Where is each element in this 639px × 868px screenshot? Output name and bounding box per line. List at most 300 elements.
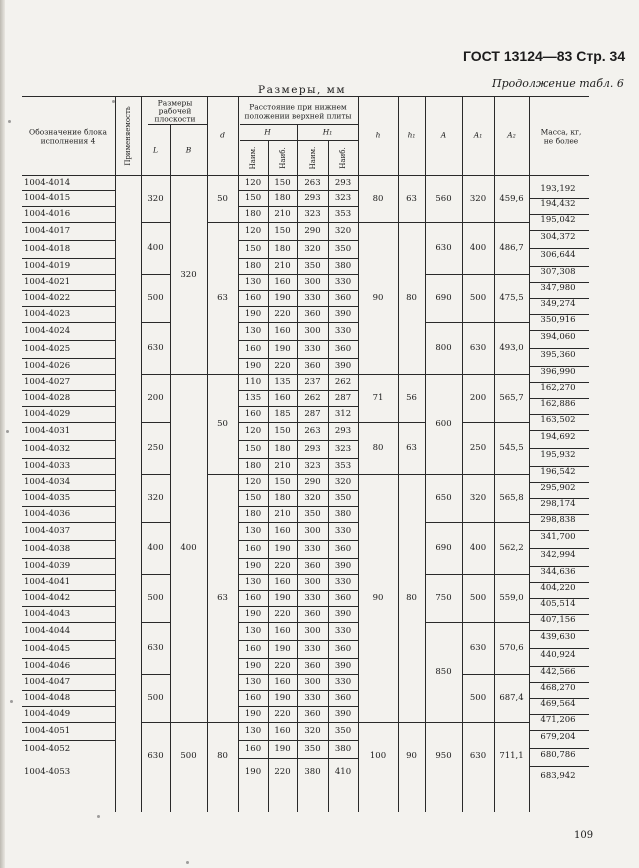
- cell-B-rule: [170, 374, 207, 375]
- cell-A2: 486,7: [499, 243, 524, 253]
- scan-speck: [10, 700, 13, 703]
- row-designation: 1004-4019: [24, 261, 71, 271]
- mass-rule: [529, 530, 589, 531]
- cell-h1-max: 390: [334, 561, 352, 571]
- cell-h1-max: 350: [334, 726, 352, 736]
- col-divider-h1: [398, 96, 399, 812]
- cell-h-min: 160: [244, 644, 262, 654]
- cell-A2-rule: [494, 522, 529, 523]
- working-surface-rule: [148, 124, 208, 125]
- cell-h-max: 160: [274, 626, 291, 636]
- designation-rule: [22, 622, 115, 623]
- row-rule: [238, 740, 358, 741]
- cell-h-min: 130: [244, 577, 262, 587]
- cell-h1-max: 350: [334, 244, 352, 254]
- cell-A-rule: [425, 574, 462, 575]
- cell-A2: 711,1: [499, 751, 524, 761]
- cell-L-rule: [141, 374, 170, 375]
- cell-h1: 56: [406, 393, 417, 403]
- cell-h1-max: 350: [334, 493, 352, 503]
- row-rule: [238, 290, 358, 291]
- designation-rule: [22, 422, 115, 423]
- cell-h1-min: 293: [304, 193, 321, 203]
- cell-h-min: 130: [244, 526, 262, 536]
- cell-h1-max: 360: [334, 293, 352, 303]
- row-rule: [238, 440, 358, 441]
- row-rule: [238, 674, 358, 675]
- row-rule: [238, 722, 358, 723]
- header-applicability: Применяемость: [124, 106, 132, 166]
- row-designation: 1004-4029: [24, 409, 71, 419]
- designation-rule: [22, 606, 115, 607]
- cell-h-max: 160: [274, 677, 291, 687]
- cell-mass: 196,542: [540, 467, 576, 477]
- cell-A: 600: [435, 419, 452, 429]
- cell-h1-max: 320: [334, 226, 352, 236]
- row-designation: 1004-4027: [24, 377, 71, 387]
- cell-h1-max: 323: [334, 193, 352, 203]
- cell-mass: 163,502: [540, 415, 576, 425]
- cell-h1-min: 360: [304, 361, 321, 371]
- row-designation: 1004-4034: [24, 477, 71, 487]
- designation-rule: [22, 740, 115, 741]
- scan-speck: [6, 430, 9, 433]
- cell-d: 63: [217, 293, 228, 303]
- cell-h-min: 130: [244, 277, 262, 287]
- cell-h-min: 150: [244, 244, 262, 254]
- cell-L-rule: [141, 622, 170, 623]
- cell-h1-max: 330: [334, 577, 352, 587]
- cell-mass: 341,700: [540, 532, 576, 542]
- mass-rule: [529, 514, 589, 515]
- designation-rule: [22, 240, 115, 241]
- scan-speck: [8, 120, 11, 123]
- cell-h-min: 180: [244, 261, 262, 271]
- row-designation: 1004-4053: [24, 767, 71, 777]
- mass-rule: [529, 230, 589, 231]
- mass-rule: [529, 348, 589, 349]
- cell-A: 690: [435, 543, 452, 553]
- mass-rule: [529, 266, 589, 267]
- cell-d: 63: [217, 593, 228, 603]
- cell-A-rule: [425, 722, 462, 723]
- cell-L: 400: [147, 243, 164, 253]
- cell-h-max: 150: [274, 477, 291, 487]
- cell-h1-max: 323: [334, 444, 352, 454]
- header-working-surface-2: рабочей: [158, 106, 192, 116]
- header-A1: A₁: [473, 130, 483, 140]
- designation-rule: [22, 522, 115, 523]
- row-rule: [238, 406, 358, 407]
- cell-h-max: 220: [274, 709, 291, 719]
- row-designation: 1004-4016: [24, 209, 71, 219]
- cell-A1: 400: [469, 243, 487, 253]
- cell-A1: 200: [469, 393, 487, 403]
- designation-rule: [22, 440, 115, 441]
- cell-A2: 475,5: [499, 293, 524, 303]
- header-designation: Обозначение блока: [29, 127, 107, 137]
- cell-A2-rule: [494, 222, 529, 223]
- cell-A1-rule: [462, 574, 494, 575]
- row-rule: [238, 390, 358, 391]
- cell-L: 320: [147, 493, 164, 503]
- cell-h-min: 190: [244, 709, 262, 719]
- cell-h1-max: 293: [334, 426, 352, 436]
- cell-h-max: 160: [274, 577, 291, 587]
- designation-rule: [22, 658, 115, 659]
- cell-A: 690: [435, 293, 452, 303]
- designation-rule: [22, 590, 115, 591]
- cell-A1-rule: [462, 674, 494, 675]
- row-designation: 1004-4051: [24, 726, 71, 736]
- cell-A: 650: [435, 493, 452, 503]
- cell-B: 500: [180, 751, 197, 761]
- row-rule: [238, 706, 358, 707]
- cell-mass: 349,274: [540, 299, 576, 309]
- cell-h1-min: 330: [304, 344, 321, 354]
- cell-h1-min: 237: [304, 377, 321, 387]
- row-designation: 1004-4033: [24, 461, 71, 471]
- cell-A: 560: [435, 193, 452, 204]
- cell-h1-min: 350: [304, 744, 321, 754]
- row-designation: 1004-4052: [24, 744, 71, 754]
- cell-h1-max: 360: [334, 644, 352, 654]
- col-divider-H1min: [297, 124, 298, 812]
- cell-A1: 250: [469, 443, 487, 453]
- cell-A2: 565,8: [499, 493, 524, 503]
- cell-h1-max: 390: [334, 309, 352, 319]
- row-designation: 1004-4035: [24, 493, 71, 503]
- cell-h-min: 190: [244, 561, 262, 571]
- designation-rule: [22, 474, 115, 475]
- row-rule: [238, 490, 358, 491]
- mass-rule: [529, 666, 589, 667]
- distance-rule: [240, 124, 358, 125]
- cell-L: 320: [147, 193, 164, 204]
- cell-d: 80: [217, 751, 228, 761]
- cell-mass: 350,916: [540, 315, 576, 325]
- cell-h-min: 190: [244, 661, 262, 671]
- header-L: L: [153, 145, 158, 155]
- designation-rule: [22, 274, 115, 275]
- mass-rule: [529, 282, 589, 283]
- cell-h1-min: 290: [304, 226, 321, 236]
- sizes-heading: Размеры, мм: [258, 84, 347, 96]
- cell-A2: 687,4: [499, 693, 524, 703]
- row-designation: 1004-4037: [24, 526, 71, 536]
- cell-A2: 459,6: [499, 193, 524, 204]
- cell-h-min: 135: [244, 393, 262, 403]
- col-divider-B: [170, 124, 171, 812]
- cell-L: 630: [147, 643, 164, 653]
- cell-h-max: 160: [274, 393, 291, 403]
- header-distance: Расстояние при нижнем: [249, 102, 347, 112]
- cell-B: 400: [180, 543, 197, 553]
- row-rule: [238, 190, 358, 191]
- cell-mass: 679,204: [540, 732, 576, 742]
- cell-h1-rule: [398, 222, 425, 223]
- row-designation: 1004-4038: [24, 544, 71, 554]
- designation-rule: [22, 458, 115, 459]
- cell-mass: 683,942: [540, 771, 576, 781]
- cell-h-min: 150: [244, 193, 262, 203]
- cell-L: 630: [147, 343, 164, 353]
- designation-rule: [22, 340, 115, 341]
- row-designation: 1004-4043: [24, 609, 71, 619]
- cell-h-min: 120: [244, 426, 262, 436]
- col-divider-A: [425, 96, 426, 812]
- mass-rule: [529, 482, 589, 483]
- cell-A1-rule: [462, 274, 494, 275]
- cell-A: 750: [435, 593, 452, 603]
- cell-h1-rule: [398, 722, 425, 723]
- cell-mass: 342,994: [540, 550, 576, 560]
- cell-h1-rule: [398, 422, 425, 423]
- cell-h1-min: 300: [304, 626, 321, 636]
- cell-h1: 80: [406, 293, 417, 303]
- cell-h-rule: [358, 222, 398, 223]
- cell-h-min: 130: [244, 626, 262, 636]
- mass-rule: [529, 498, 589, 499]
- row-rule: [238, 258, 358, 259]
- cell-A: 850: [435, 667, 452, 677]
- row-designation: 1004-4042: [24, 593, 71, 603]
- col-divider-appl: [115, 96, 116, 812]
- cell-h-min: 180: [244, 509, 262, 519]
- cell-mass: 304,372: [540, 232, 576, 242]
- row-designation: 1004-4018: [24, 244, 71, 254]
- cell-A2: 545,5: [499, 443, 524, 453]
- row-rule: [238, 240, 358, 241]
- header-d: d: [220, 130, 225, 140]
- cell-h1-min: 330: [304, 644, 321, 654]
- cell-mass: 405,514: [540, 599, 576, 609]
- col-divider-h: [358, 96, 359, 812]
- mass-rule: [529, 698, 589, 699]
- row-rule: [238, 558, 358, 559]
- cell-h1: 90: [406, 751, 417, 761]
- mass-rule: [529, 648, 589, 649]
- col-divider-mass: [529, 96, 530, 812]
- row-designation: 1004-4032: [24, 444, 71, 454]
- row-rule: [238, 274, 358, 275]
- cell-h1-min: 287: [304, 409, 321, 419]
- row-designation: 1004-4036: [24, 509, 71, 519]
- cell-h1-min: 323: [304, 209, 321, 219]
- row-designation: 1004-4047: [24, 677, 71, 687]
- cell-L-rule: [141, 222, 170, 223]
- cell-mass: 396,990: [540, 367, 576, 377]
- designation-rule: [22, 558, 115, 559]
- cell-d-rule: [207, 374, 238, 375]
- cell-h1-max: 390: [334, 609, 352, 619]
- row-designation: 1004-4024: [24, 326, 71, 336]
- header-A: A: [440, 130, 447, 140]
- cell-h1-max: 320: [334, 477, 352, 487]
- cell-h-rule: [358, 722, 398, 723]
- cell-mass: 344,636: [540, 567, 576, 577]
- cell-A2-rule: [494, 374, 529, 375]
- cell-h-max: 190: [274, 544, 291, 554]
- cell-h-max: 150: [274, 177, 291, 188]
- cell-h1-max: 390: [334, 709, 352, 719]
- mass-rule: [529, 614, 589, 615]
- cell-h-max: 210: [274, 209, 291, 219]
- cell-h1-max: 330: [334, 526, 352, 536]
- cell-h1-max: 330: [334, 626, 352, 636]
- cell-L-rule: [141, 474, 170, 475]
- cell-A-rule: [425, 622, 462, 623]
- cell-A2-rule: [494, 322, 529, 323]
- header-working-surface-3: плоскости: [154, 114, 196, 124]
- cell-h-max: 220: [274, 609, 291, 619]
- mass-rule: [529, 330, 589, 331]
- cell-h-max: 180: [274, 244, 291, 254]
- cell-h1-max: 410: [334, 767, 352, 777]
- mass-rule: [529, 748, 589, 749]
- cell-h1-min: 360: [304, 309, 321, 319]
- mass-rule: [529, 566, 589, 567]
- cell-A1-rule: [462, 722, 494, 723]
- cell-h-min: 120: [244, 226, 262, 236]
- cell-A2-rule: [494, 674, 529, 675]
- row-rule: [238, 540, 358, 541]
- designation-rule: [22, 290, 115, 291]
- cell-B: 320: [180, 269, 197, 280]
- cell-d: 50: [217, 419, 228, 429]
- cell-h-max: 210: [274, 509, 291, 519]
- designation-rule: [22, 506, 115, 507]
- cell-h-max: 210: [274, 261, 291, 271]
- cell-d: 50: [217, 193, 228, 204]
- header-B: B: [185, 145, 192, 155]
- cell-h-min: 150: [244, 493, 262, 503]
- row-rule: [238, 622, 358, 623]
- mass-rule: [529, 430, 589, 431]
- row-rule: [238, 206, 358, 207]
- cell-h-max: 210: [274, 461, 291, 471]
- cell-h-min: 190: [244, 361, 262, 371]
- cell-L: 500: [147, 593, 164, 603]
- row-designation: 1004-4021: [24, 277, 71, 287]
- cell-d-rule: [207, 222, 238, 223]
- designation-rule: [22, 722, 115, 723]
- cell-h-max: 190: [274, 744, 291, 754]
- designation-rule: [22, 190, 115, 191]
- cell-A1: 500: [469, 693, 487, 703]
- row-rule: [238, 458, 358, 459]
- cell-h1-min: 350: [304, 509, 321, 519]
- designation-rule: [22, 674, 115, 675]
- mass-rule: [529, 414, 589, 415]
- cell-A1-rule: [462, 622, 494, 623]
- row-rule: [238, 374, 358, 375]
- cell-h-min: 160: [244, 409, 262, 419]
- cell-mass: 469,564: [540, 699, 576, 709]
- row-designation: 1004-4017: [24, 226, 71, 236]
- cell-h1-min: 300: [304, 577, 321, 587]
- cell-h-min: 190: [244, 309, 262, 319]
- cell-h1-min: 330: [304, 693, 321, 703]
- cell-mass: 468,270: [540, 683, 576, 693]
- cell-L: 400: [147, 543, 164, 553]
- header-H1: H₁: [322, 127, 333, 137]
- cell-A1: 320: [469, 193, 487, 204]
- row-rule: [238, 574, 358, 575]
- cell-A1: 400: [469, 543, 487, 553]
- scan-speck: [97, 815, 100, 818]
- cell-h1-min: 360: [304, 709, 321, 719]
- cell-h1-max: 390: [334, 361, 352, 371]
- cell-h1-max: 330: [334, 677, 352, 687]
- cell-h-min: 120: [244, 177, 262, 188]
- cell-h: 100: [369, 751, 387, 761]
- cell-h1-min: 263: [304, 177, 321, 188]
- cell-h1-min: 323: [304, 461, 321, 471]
- cell-h1-min: 330: [304, 293, 321, 303]
- row-rule: [238, 322, 358, 323]
- cell-L-rule: [141, 422, 170, 423]
- cell-A2: 559,0: [499, 593, 524, 603]
- row-rule: [238, 222, 358, 223]
- cell-A2-rule: [494, 622, 529, 623]
- cell-mass: 195,042: [540, 215, 576, 225]
- designation-rule: [22, 490, 115, 491]
- header-bottom-rule: [22, 175, 589, 176]
- row-rule: [238, 606, 358, 607]
- cell-L-rule: [141, 322, 170, 323]
- cell-h1-min: 380: [304, 767, 321, 777]
- cell-h1-max: 330: [334, 277, 352, 287]
- row-rule: [238, 640, 358, 641]
- designation-rule: [22, 358, 115, 359]
- header-h1: h₁: [407, 130, 416, 140]
- page-number: 109: [574, 830, 594, 841]
- cell-h: 80: [372, 193, 384, 204]
- cell-h1-min: 300: [304, 677, 321, 687]
- cell-h-max: 220: [274, 309, 291, 319]
- table-top-rule: [22, 96, 589, 97]
- cell-mass: 306,644: [540, 250, 576, 260]
- col-divider-Hmin: [238, 96, 239, 812]
- cell-h-max: 220: [274, 561, 291, 571]
- cell-h-max: 220: [274, 767, 291, 777]
- designation-rule: [22, 206, 115, 207]
- cell-mass: 404,220: [540, 583, 576, 593]
- cell-mass: 471,206: [540, 715, 576, 725]
- mass-rule: [529, 582, 589, 583]
- mass-rule: [529, 314, 589, 315]
- header-A2: A₂: [507, 130, 516, 140]
- cell-h-max: 135: [274, 377, 291, 387]
- cell-mass: 193,192: [540, 183, 576, 194]
- designation-rule: [22, 222, 115, 223]
- cell-h1-min: 320: [304, 726, 321, 736]
- designation-rule: [22, 690, 115, 691]
- cell-h1-max: 262: [334, 377, 352, 387]
- cell-A2-rule: [494, 574, 529, 575]
- cell-h1-max: 293: [334, 177, 352, 188]
- mass-rule: [529, 448, 589, 449]
- cell-h-min: 130: [244, 326, 262, 336]
- cell-h: 71: [372, 393, 384, 403]
- row-designation: 1004-4015: [24, 193, 71, 203]
- cell-h-max: 180: [274, 193, 291, 203]
- col-divider-d: [207, 96, 208, 812]
- cell-mass: 194,432: [540, 199, 576, 209]
- cell-h-min: 160: [244, 593, 262, 603]
- cell-mass: 298,838: [540, 515, 576, 525]
